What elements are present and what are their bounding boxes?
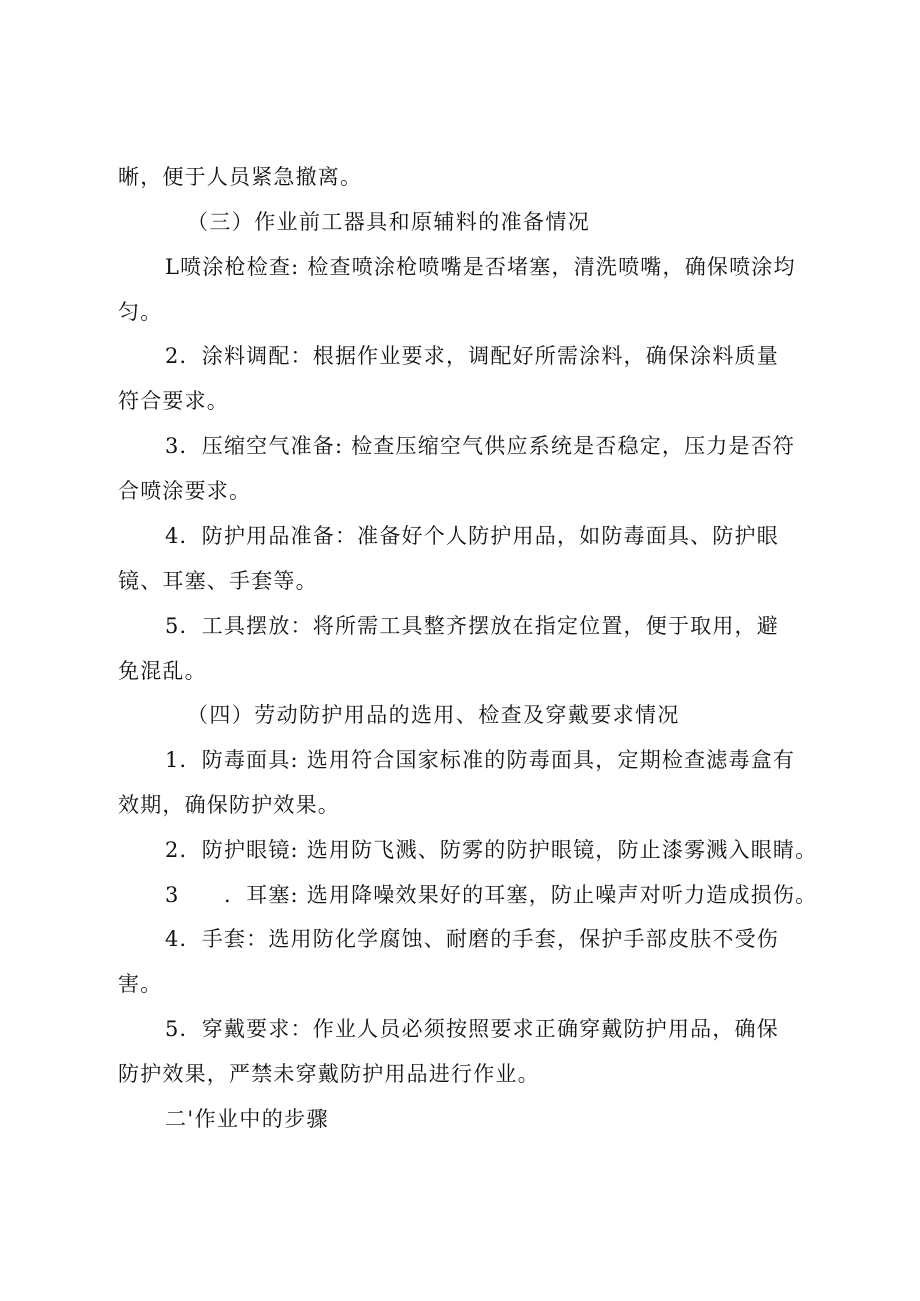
text-line: 免混乱。 xyxy=(118,659,207,683)
text-line: 1．防毒面具: 选用符合国家标准的防毒面具，定期检查滤毒盒有 xyxy=(165,748,796,772)
text-line: 符合要求。 xyxy=(118,389,229,413)
text-line: 3 ．耳塞: 选用降噪效果好的耳塞，防止噪声对听力造成损伤。 xyxy=(165,883,818,907)
section-heading: （三）作业前工器具和原辅料的准备情况 xyxy=(187,210,591,234)
section-heading: （四）劳动防护用品的选用、检查及穿戴要求情况 xyxy=(187,703,680,727)
text-line: 晰，便于人员紧急撤离。 xyxy=(118,165,363,189)
text-line: 3．压缩空气准备: 检查压缩空气供应系统是否稳定，压力是否符 xyxy=(165,434,796,458)
text-line: 害。 xyxy=(118,972,163,996)
text-line: L喷涂枪检查: 检查喷涂枪喷嘴是否堵塞，清洗喷嘴，确保喷涂均 xyxy=(165,255,796,279)
text-line: 防护效果，严禁未穿戴防护用品进行作业。 xyxy=(118,1062,540,1086)
section-heading: 二'作业中的步骤 xyxy=(165,1107,329,1131)
text-line: 合喷涂要求。 xyxy=(118,479,252,503)
text-line: 2．防护眼镜: 选用防飞溅、防雾的防护眼镜，防止漆雾溅入眼睛。 xyxy=(165,838,818,862)
text-line: 5．工具摆放：将所需工具整齐摆放在指定位置，便于取用，避 xyxy=(165,614,779,638)
text-line: 2．涂料调配：根据作业要求，调配好所需涂料，确保涂料质量 xyxy=(165,344,779,368)
text-line: 匀。 xyxy=(118,300,163,324)
text-line: 5．穿戴要求：作业人员必须按照要求正确穿戴防护用品，确保 xyxy=(165,1017,779,1041)
text-line: 4．手套：选用防化学腐蚀、耐磨的手套，保护手部皮肤不受伤 xyxy=(165,927,779,951)
text-line: 镜、耳塞、手套等。 xyxy=(118,569,318,593)
text-line: 4．防护用品准备：准备好个人防护用品，如防毒面具、防护眼 xyxy=(165,524,779,548)
text-line: 效期，确保防护效果。 xyxy=(118,793,340,817)
